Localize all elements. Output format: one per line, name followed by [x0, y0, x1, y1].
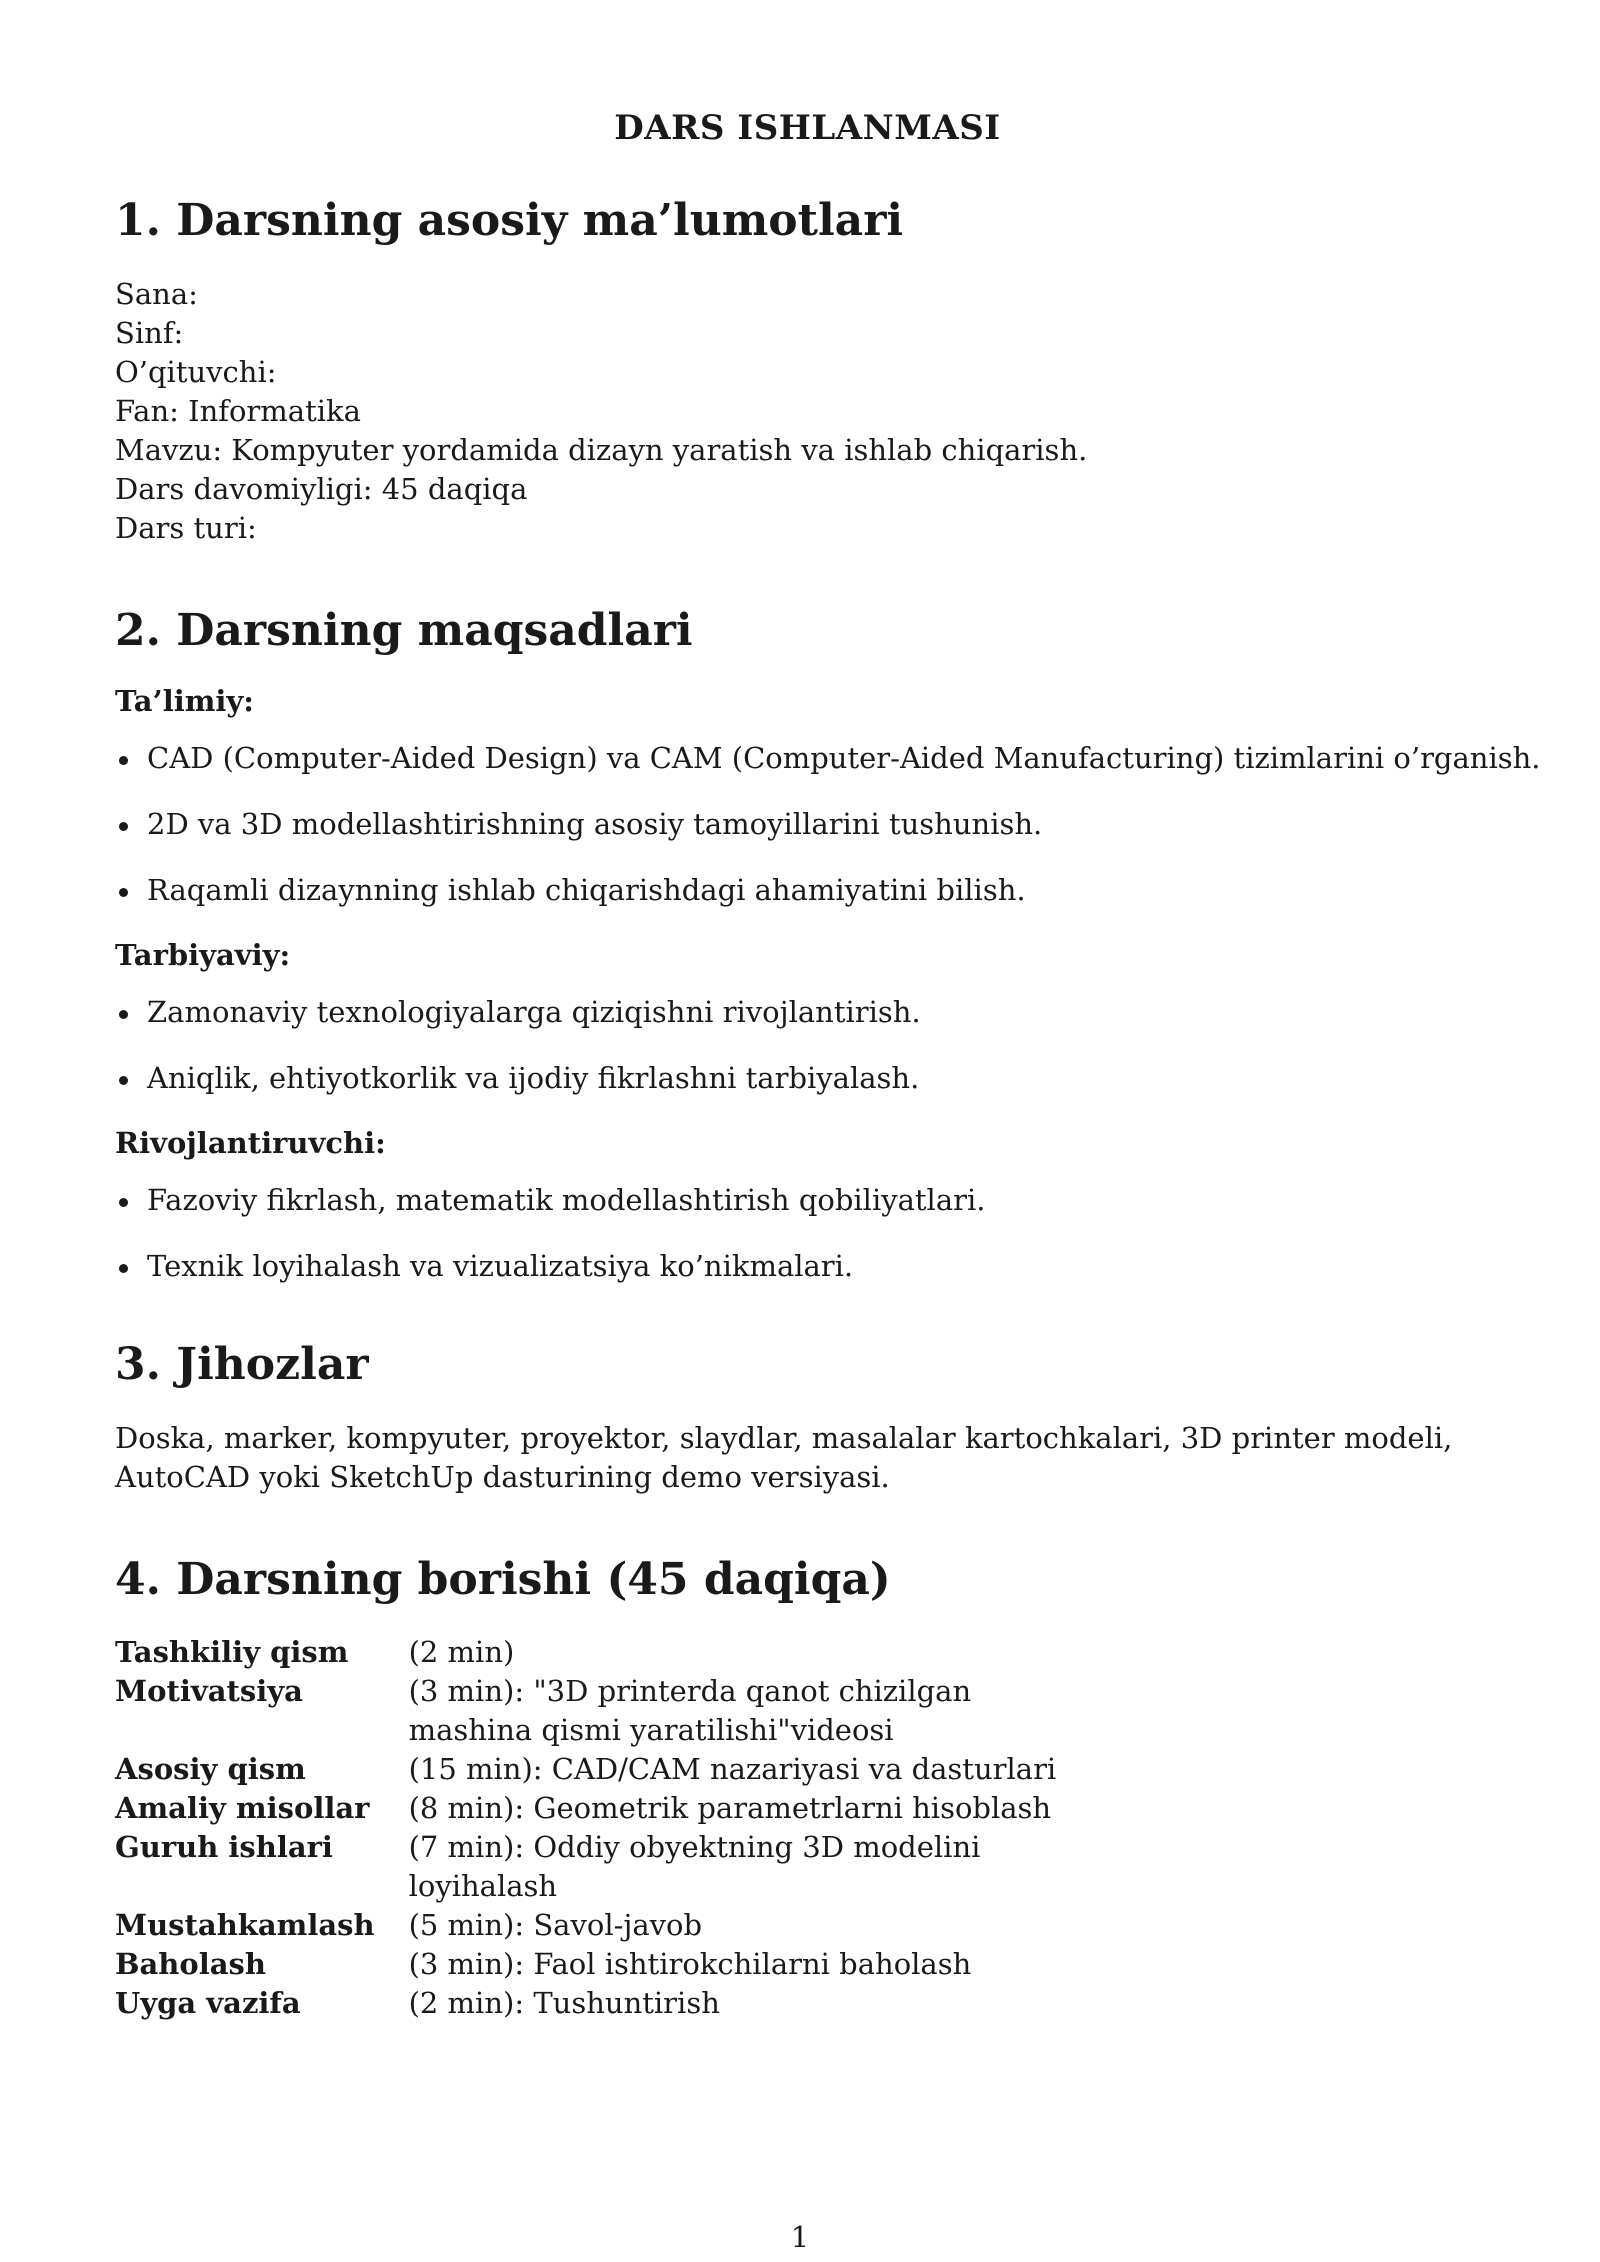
goal-list	[115, 994, 1490, 1096]
info-lesson-type: Dars turi:	[115, 510, 257, 545]
schedule-text: (7 min): Oddiy obyektning 3D modelini loyihalash	[408, 1830, 981, 1904]
page-number: 1	[790, 2220, 810, 2254]
schedule-row	[115, 1789, 1099, 1828]
equipment-text: Doska, marker, kompyuter, proyektor, slaydlar, masalalar kartochkalari, 3D printer modeli, AutoCAD yoki SketchUp dasturining demo versiyasi.	[115, 1420, 1453, 1494]
info-date: Sana:	[115, 276, 198, 311]
section-goals	[115, 604, 1541, 1285]
schedule-text: (5 min): Savol-javob	[408, 1908, 703, 1943]
list-item: 2D va 3D modellashtirishning asosiy tamoyillarini tushunish.	[115, 806, 1490, 842]
schedule-row	[115, 1633, 1099, 1672]
info-class: Sinf:	[115, 315, 184, 350]
schedule-row	[115, 1828, 1099, 1906]
info-subject: Fan: Informatika	[115, 393, 361, 428]
schedule-text: (15 min): CAD/CAM nazariyasi va dasturlari	[408, 1752, 1057, 1787]
schedule-text: (2 min)	[408, 1635, 515, 1670]
info-topic: Mavzu: Kompyuter yordamida dizayn yaratish va ishlab chiqarish.	[115, 432, 1088, 467]
section-heading: 3. Jihozlar	[115, 1339, 369, 1391]
info-duration: Dars davomiyligi: 45 daqiqa	[115, 471, 528, 506]
schedule-label: Tashkiliy qism	[115, 1635, 349, 1670]
schedule-label: Uyga vazifa	[115, 1986, 301, 2021]
info-teacher: O’qituvchi:	[115, 354, 277, 389]
goal-group-title: Rivojlantiruvchi:	[115, 1126, 386, 1161]
schedule-text: (3 min): Faol ishtirokchilarni baholash	[408, 1947, 972, 1982]
schedule-label: Asosiy qism	[115, 1752, 306, 1787]
section-heading: 1. Darsning asosiy ma’lumotlari	[115, 195, 904, 246]
schedule-text: (8 min): Geometrik parametrlarni hisoblash	[408, 1791, 1052, 1826]
list-item: Raqamli dizaynning ishlab chiqarishdagi ahamiyatini bilish.	[115, 872, 1490, 908]
schedule-row	[115, 1750, 1099, 1789]
section-equipment	[115, 1340, 1490, 1497]
schedule-label: Amaliy misollar	[115, 1791, 370, 1826]
info-lines	[115, 275, 1490, 548]
goal-group-title: Tarbiyaviy:	[115, 938, 291, 973]
section-heading: 4. Darsning borishi (45 daqiqa)	[115, 1553, 891, 1605]
list-item: Zamonaviy texnologiyalarga qiziqishni rivojlantirish.	[115, 994, 1490, 1030]
schedule-row	[115, 1945, 1099, 1984]
schedule-row	[115, 1984, 1099, 2023]
list-item: Texnik loyihalash va vizualizatsiya ko’nikmalari.	[115, 1248, 1490, 1284]
goal-list	[115, 1182, 1490, 1284]
list-item: Aniqlik, ehtiyotkorlik va ijodiy fikrlashni tarbiyalash.	[115, 1060, 1490, 1096]
schedule-label: Guruh ishlari	[115, 1830, 333, 1865]
schedule-label: Mustahkamlash	[115, 1908, 375, 1943]
schedule-row	[115, 1672, 1099, 1750]
schedule-table	[115, 1633, 1099, 2023]
goal-group-title: Ta’limiy:	[115, 684, 254, 719]
section-lesson-flow	[115, 1555, 1490, 2024]
list-item: CAD (Computer-Aided Design) va CAM (Computer-Aided Manufacturing) tizimlarini o’rganish.	[115, 740, 1490, 776]
schedule-label: Baholash	[115, 1947, 266, 1982]
list-item: Fazoviy fikrlash, matematik modellashtirish qobiliyatlari.	[115, 1182, 1490, 1218]
section-basic-info	[115, 196, 1490, 548]
schedule-text: (3 min): "3D printerda qanot chizilgan mashina qismi yaratilishi"videosi	[408, 1674, 972, 1748]
document-title: DARS ISHLANMASI	[614, 108, 1001, 148]
schedule-text: (2 min): Tushuntirish	[408, 1986, 720, 2021]
goal-list	[115, 740, 1541, 908]
schedule-label: Motivatsiya	[115, 1674, 303, 1709]
schedule-row	[115, 1906, 1099, 1945]
section-heading: 2. Darsning maqsadlari	[115, 604, 693, 656]
